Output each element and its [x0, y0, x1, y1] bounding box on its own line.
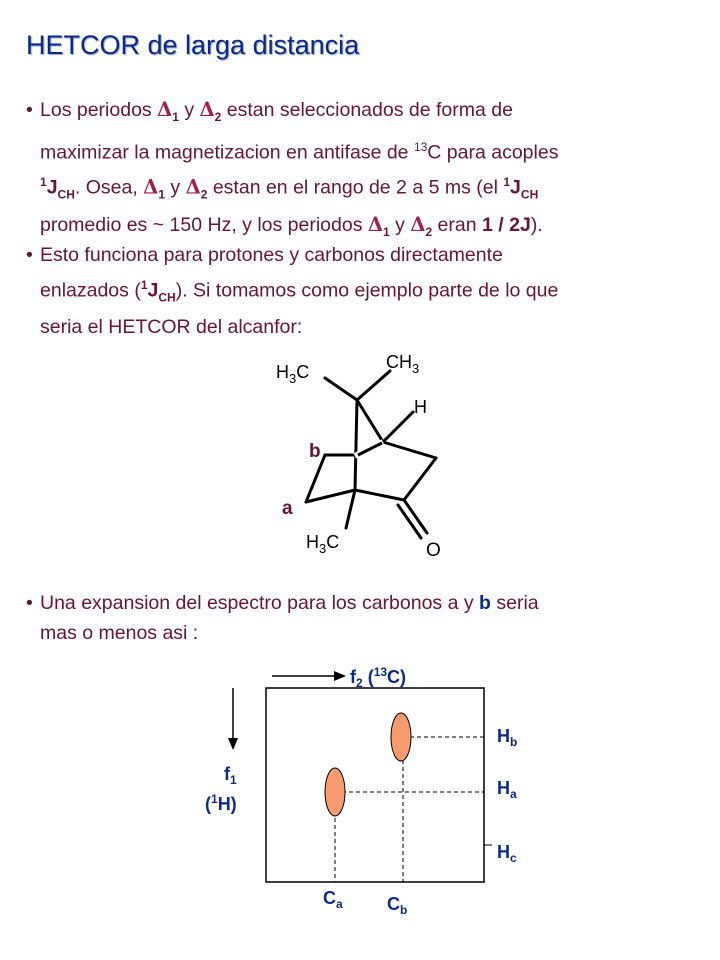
para1-line2: maximizar la magnetizacion en antifase de $^{13}$C para acoples — [40, 139, 559, 164]
label-cb: $C_b$ — [387, 894, 408, 917]
label-o: O — [426, 540, 441, 561]
para2-line2: enlazados $(^1J_{CH})$. Si tomamos como ejemplo parte de lo que — [40, 278, 559, 305]
f1-label: $f_1$ — [224, 764, 237, 787]
f2-arrowhead — [334, 671, 346, 681]
label-a: a — [282, 498, 293, 519]
bullet: • — [26, 99, 33, 121]
para2-line3: seria el HETCOR del alcanfor: — [40, 316, 303, 339]
bullet: • — [26, 244, 33, 266]
label-h3c-bottom: $H_3C$ — [306, 532, 340, 556]
label-h3c-top: $H_3C$ — [276, 362, 310, 386]
para2-line1: Esto funciona para protones y carbonos directamente — [40, 244, 503, 266]
label-b: b — [309, 441, 321, 462]
label-h: H — [414, 397, 427, 417]
bullet: • — [26, 592, 33, 614]
f2-label: $f_2$ ($^{13}$C) — [350, 665, 407, 690]
cross-peak-a — [325, 768, 345, 816]
spectrum-frame — [266, 688, 484, 882]
f1-arrowhead — [228, 738, 238, 750]
label-ch3-top: $CH_3$ — [386, 352, 420, 376]
f1-unit: ($^1$H) — [205, 792, 237, 814]
para3-line2: mas o menos asi : — [40, 622, 199, 644]
label-hc: $H_c$ — [497, 842, 517, 865]
page-title: HETCOR de larga distancia — [26, 30, 360, 60]
label-ca: $C_a$ — [323, 888, 343, 911]
para3-line1: Una expansion del espectro para los carbonos a y b seria — [40, 592, 539, 614]
para1-line1: Los periodos $\Delta_1$ y $\Delta_2$ estan seleccionados de forma de — [40, 98, 513, 124]
para1-line3: $^1J_{CH}$. Osea, $\Delta_1$ y $\Delta_2$ estan en el rango de 2 a 5 ms (el $^1J_{CH}$ — [40, 175, 539, 202]
cross-peak-b — [391, 713, 411, 761]
para1-line4: promedio es ~ 150 Hz, y los periodos $\Delta_1$ y $\Delta_2$ eran 1 / 2J). — [40, 212, 543, 239]
label-hb: $H_b$ — [497, 726, 518, 749]
label-ha: $H_a$ — [497, 778, 517, 801]
